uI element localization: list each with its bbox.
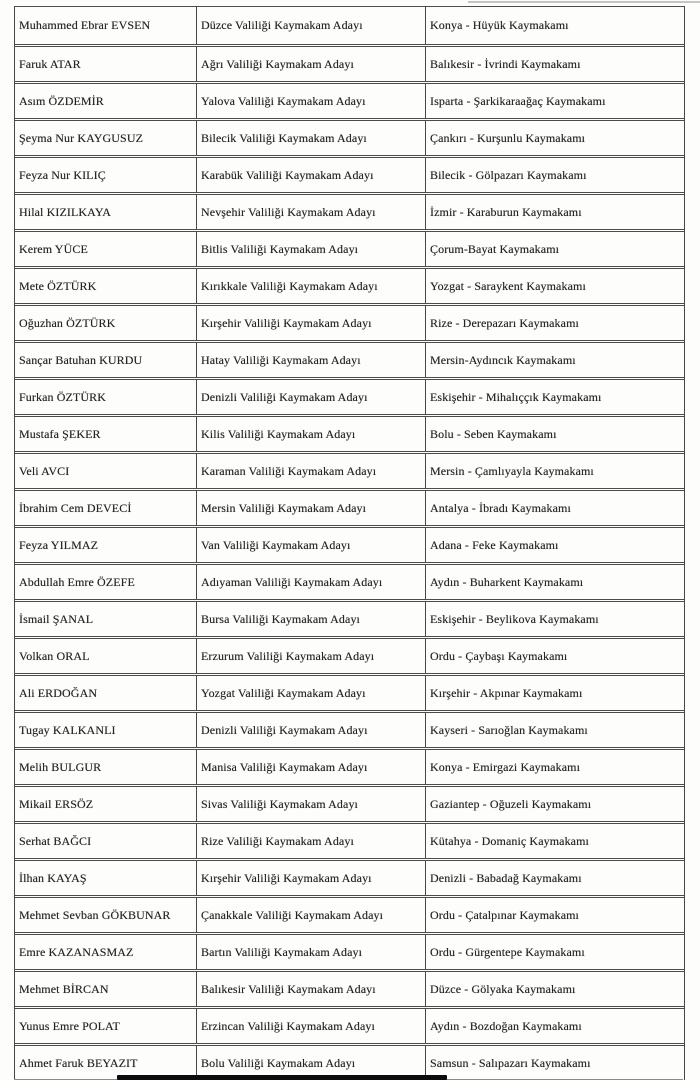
new-duty-cell	[426, 380, 684, 414]
new-duty-cell	[426, 1046, 684, 1080]
current-duty-label: Karabük Valiliği Kaymakam Adayı	[201, 167, 374, 182]
new-duty-cell	[426, 195, 684, 229]
table-row	[15, 340, 684, 377]
table-row	[15, 636, 684, 673]
current-duty-label: Mersin Valiliği Kaymakam Adayı	[201, 500, 367, 515]
current-duty-label: Nevşehir Valiliği Kaymakam Adayı	[201, 204, 376, 219]
new-duty-cell	[426, 269, 684, 303]
candidate-name: Mikail ERSÖZ	[19, 796, 94, 811]
new-duty-cell	[426, 935, 684, 969]
new-duty-label: Gaziantep - Oğuzeli Kaymakamı	[430, 796, 592, 811]
current-duty-cell	[197, 565, 426, 599]
candidate-cell	[15, 343, 197, 377]
current-duty-label: Karaman Valiliği Kaymakam Adayı	[201, 463, 377, 478]
candidate-name: Veli AVCI	[19, 463, 70, 478]
candidate-cell	[15, 121, 197, 155]
table-row	[15, 562, 684, 599]
current-duty-label: Kırşehir Valiliği Kaymakam Adayı	[201, 315, 372, 330]
current-duty-cell	[197, 972, 426, 1006]
candidate-name: Tugay KALKANLI	[19, 722, 116, 737]
new-duty-label: Bolu - Seben Kaymakamı	[430, 426, 557, 441]
candidate-name: Feyza Nur KILIÇ	[19, 167, 106, 182]
candidate-cell	[15, 454, 197, 488]
candidate-cell	[15, 972, 197, 1006]
candidate-cell	[15, 565, 197, 599]
current-duty-cell	[197, 935, 426, 969]
current-duty-label: Adıyaman Valiliği Kaymakam Adayı	[201, 574, 383, 589]
candidate-name: Mehmet Sevban GÖKBUNAR	[19, 907, 171, 922]
candidate-cell	[15, 491, 197, 525]
current-duty-label: Bartın Valiliği Kaymakam Adayı	[201, 944, 363, 959]
new-duty-label: Rize - Derepazarı Kaymakamı	[430, 315, 579, 330]
current-duty-label: Bitlis Valiliği Kaymakam Adayı	[201, 241, 359, 256]
new-duty-cell	[426, 343, 684, 377]
current-duty-cell	[197, 713, 426, 747]
candidate-cell	[15, 306, 197, 340]
candidate-name: Mehmet BİRCAN	[19, 981, 109, 996]
new-duty-label: Yozgat - Saraykent Kaymakamı	[430, 278, 586, 293]
new-duty-label: Bilecik - Gölpazarı Kaymakamı	[430, 167, 587, 182]
new-duty-cell	[426, 713, 684, 747]
new-duty-cell	[426, 491, 684, 525]
table-row	[15, 451, 684, 488]
candidate-cell	[15, 195, 197, 229]
current-duty-cell	[197, 47, 426, 81]
candidate-cell	[15, 898, 197, 932]
table-row	[15, 821, 684, 858]
candidate-name: Volkan ORAL	[19, 648, 90, 663]
new-duty-label: Adana - Feke Kaymakamı	[430, 537, 559, 552]
current-duty-cell	[197, 121, 426, 155]
new-duty-cell	[426, 861, 684, 895]
new-duty-label: Ordu - Gürgentepe Kaymakamı	[430, 944, 585, 959]
candidate-cell	[15, 7, 197, 44]
current-duty-label: Düzce Valiliği Kaymakam Adayı	[201, 18, 363, 32]
current-duty-label: Çanakkale Valiliği Kaymakam Adayı	[201, 907, 384, 922]
new-duty-cell	[426, 898, 684, 932]
candidate-name: Kerem YÜCE	[19, 241, 88, 256]
new-duty-label: Samsun - Salıpazarı Kaymakamı	[430, 1055, 591, 1070]
current-duty-cell	[197, 750, 426, 784]
current-duty-label: Bolu Valiliği Kaymakam Adayı	[201, 1055, 356, 1070]
new-duty-label: İzmir - Karaburun Kaymakamı	[430, 204, 582, 219]
current-duty-cell	[197, 824, 426, 858]
current-duty-label: Manisa Valiliği Kaymakam Adayı	[201, 759, 368, 774]
candidate-name: Serhat BAĞCI	[19, 833, 92, 848]
candidate-cell	[15, 787, 197, 821]
new-duty-cell	[426, 454, 684, 488]
current-duty-label: Rize Valiliği Kaymakam Adayı	[201, 833, 354, 848]
new-duty-cell	[426, 750, 684, 784]
current-duty-cell	[197, 417, 426, 451]
candidate-name: Furkan ÖZTÜRK	[19, 389, 106, 404]
new-duty-cell	[426, 7, 684, 44]
scan-artifact-top-line	[468, 1, 700, 3]
table-row	[15, 784, 684, 821]
new-duty-label: Düzce - Gölyaka Kaymakamı	[430, 981, 576, 996]
new-duty-label: Antalya - İbradı Kaymakamı	[430, 500, 571, 515]
current-duty-cell	[197, 306, 426, 340]
candidate-name: İbrahim Cem DEVECİ	[19, 500, 132, 515]
new-duty-cell	[426, 306, 684, 340]
new-duty-cell	[426, 787, 684, 821]
current-duty-label: Kilis Valiliği Kaymakam Adayı	[201, 426, 356, 441]
candidate-cell	[15, 417, 197, 451]
current-duty-cell	[197, 676, 426, 710]
table-row	[15, 932, 684, 969]
candidate-cell	[15, 750, 197, 784]
current-duty-cell	[197, 639, 426, 673]
candidate-cell	[15, 269, 197, 303]
candidate-name: İlhan KAYAŞ	[19, 870, 87, 885]
new-duty-label: Ordu - Çaybaşı Kaymakamı	[430, 648, 568, 663]
current-duty-label: Yalova Valiliği Kaymakam Adayı	[201, 93, 366, 108]
candidate-cell	[15, 639, 197, 673]
new-duty-label: Aydın - Buharkent Kaymakamı	[430, 574, 584, 589]
candidate-name: Ahmet Faruk BEYAZIT	[19, 1055, 138, 1070]
current-duty-label: Kırşehir Valiliği Kaymakam Adayı	[201, 870, 372, 885]
current-duty-label: Balıkesir Valiliği Kaymakam Adayı	[201, 981, 376, 996]
new-duty-cell	[426, 47, 684, 81]
current-duty-cell	[197, 787, 426, 821]
candidate-cell	[15, 824, 197, 858]
candidate-name: Oğuzhan ÖZTÜRK	[19, 315, 116, 330]
current-duty-label: Sivas Valiliği Kaymakam Adayı	[201, 796, 358, 811]
table-row	[15, 858, 684, 895]
new-duty-label: Çankırı - Kurşunlu Kaymakamı	[430, 130, 586, 145]
candidate-name: Mustafa ŞEKER	[19, 426, 101, 441]
table-row	[15, 747, 684, 784]
new-duty-label: Kayseri - Sarıoğlan Kaymakamı	[430, 722, 588, 737]
new-duty-cell	[426, 158, 684, 192]
table-row	[15, 710, 684, 747]
current-duty-cell	[197, 84, 426, 118]
candidate-cell	[15, 158, 197, 192]
current-duty-label: Yozgat Valiliği Kaymakam Adayı	[201, 685, 366, 700]
candidate-name: Sançar Batuhan KURDU	[19, 352, 143, 367]
new-duty-cell	[426, 84, 684, 118]
current-duty-cell	[197, 528, 426, 562]
table-row	[15, 155, 684, 192]
candidate-cell	[15, 528, 197, 562]
new-duty-label: Çorum-Bayat Kaymakamı	[430, 241, 560, 256]
current-duty-cell	[197, 491, 426, 525]
candidate-name: Emre KAZANASMAZ	[19, 944, 134, 959]
current-duty-label: Erzincan Valiliği Kaymakam Adayı	[201, 1018, 375, 1033]
candidate-name: Yunus Emre POLAT	[19, 1018, 120, 1033]
candidate-cell	[15, 84, 197, 118]
table-row	[15, 81, 684, 118]
current-duty-cell	[197, 1009, 426, 1043]
table-row	[15, 266, 684, 303]
candidate-cell	[15, 232, 197, 266]
candidate-name: Abdullah Emre ÖZEFE	[19, 574, 135, 589]
new-duty-cell	[426, 676, 684, 710]
candidate-cell	[15, 713, 197, 747]
table-row	[15, 44, 684, 81]
candidate-name: Asım ÖZDEMİR	[19, 93, 104, 108]
candidate-name: Muhammed Ebrar EVSEN	[19, 18, 151, 32]
new-duty-label: Mersin-Aydıncık Kaymakamı	[430, 352, 576, 367]
new-duty-cell	[426, 824, 684, 858]
candidate-name: Feyza YILMAZ	[19, 537, 99, 552]
table-row	[15, 414, 684, 451]
table-row	[15, 7, 684, 44]
new-duty-label: Isparta - Şarkikaraağaç Kaymakamı	[430, 93, 606, 108]
new-duty-label: Balıkesir - İvrindi Kaymakamı	[430, 56, 581, 71]
candidate-name: Mete ÖZTÜRK	[19, 278, 97, 293]
new-duty-cell	[426, 565, 684, 599]
new-duty-cell	[426, 1009, 684, 1043]
candidate-name: Melih BULGUR	[19, 759, 102, 774]
candidate-name: Faruk ATAR	[19, 56, 81, 71]
new-duty-label: Konya - Hüyük Kaymakamı	[430, 18, 569, 32]
table-row	[15, 303, 684, 340]
new-duty-cell	[426, 639, 684, 673]
candidate-cell	[15, 676, 197, 710]
new-duty-cell	[426, 417, 684, 451]
current-duty-label: Kırıkkale Valiliği Kaymakam Adayı	[201, 278, 378, 293]
current-duty-cell	[197, 898, 426, 932]
scan-artifact-bottom-bar	[117, 1075, 447, 1080]
current-duty-cell	[197, 602, 426, 636]
table-row	[15, 488, 684, 525]
candidate-cell	[15, 861, 197, 895]
new-duty-cell	[426, 232, 684, 266]
candidate-cell	[15, 380, 197, 414]
new-duty-label: Ordu - Çatalpınar Kaymakamı	[430, 907, 579, 922]
new-duty-label: Eskişehir - Mihalıççık Kaymakamı	[430, 389, 602, 404]
candidate-name: Ali ERDOĞAN	[19, 685, 98, 700]
current-duty-label: Bilecik Valiliği Kaymakam Adayı	[201, 130, 367, 145]
current-duty-cell	[197, 195, 426, 229]
table-row	[15, 118, 684, 155]
table-row	[15, 525, 684, 562]
new-duty-label: Mersin - Çamlıyayla Kaymakamı	[430, 463, 594, 478]
current-duty-cell	[197, 861, 426, 895]
new-duty-label: Kırşehir - Akpınar Kaymakamı	[430, 685, 583, 700]
current-duty-label: Van Valiliği Kaymakam Adayı	[201, 537, 351, 552]
table-row	[15, 599, 684, 636]
current-duty-cell	[197, 343, 426, 377]
current-duty-label: Denizli Valiliği Kaymakam Adayı	[201, 389, 368, 404]
candidate-name: İsmail ŞANAL	[19, 611, 94, 626]
current-duty-cell	[197, 454, 426, 488]
current-duty-label: Bursa Valiliği Kaymakam Adayı	[201, 611, 360, 626]
appointments-table	[14, 6, 685, 1080]
current-duty-label: Hatay Valiliği Kaymakam Adayı	[201, 352, 361, 367]
new-duty-cell	[426, 528, 684, 562]
new-duty-cell	[426, 602, 684, 636]
new-duty-label: Eskişehir - Beylikova Kaymakamı	[430, 611, 599, 626]
candidate-cell	[15, 1009, 197, 1043]
current-duty-cell	[197, 380, 426, 414]
table-row	[15, 192, 684, 229]
table-row	[15, 673, 684, 710]
new-duty-label: Denizli - Babadağ Kaymakamı	[430, 870, 582, 885]
table-row	[15, 969, 684, 1006]
current-duty-cell	[197, 158, 426, 192]
new-duty-cell	[426, 972, 684, 1006]
new-duty-label: Aydın - Bozdoğan Kaymakamı	[430, 1018, 582, 1033]
current-duty-cell	[197, 232, 426, 266]
current-duty-label: Denizli Valiliği Kaymakam Adayı	[201, 722, 368, 737]
table-row	[15, 895, 684, 932]
candidate-name: Şeyma Nur KAYGUSUZ	[19, 130, 144, 145]
current-duty-cell	[197, 7, 426, 44]
new-duty-label: Konya - Emirgazi Kaymakamı	[430, 759, 580, 774]
new-duty-cell	[426, 121, 684, 155]
table-row	[15, 377, 684, 414]
table-row	[15, 1006, 684, 1043]
candidate-cell	[15, 602, 197, 636]
current-duty-label: Ağrı Valiliği Kaymakam Adayı	[201, 56, 354, 71]
current-duty-cell	[197, 269, 426, 303]
candidate-cell	[15, 935, 197, 969]
candidate-name: Hilal KIZILKAYA	[19, 204, 112, 219]
candidate-cell	[15, 47, 197, 81]
table-row	[15, 229, 684, 266]
new-duty-label: Kütahya - Domaniç Kaymakamı	[430, 833, 589, 848]
current-duty-label: Erzurum Valiliği Kaymakam Adayı	[201, 648, 375, 663]
